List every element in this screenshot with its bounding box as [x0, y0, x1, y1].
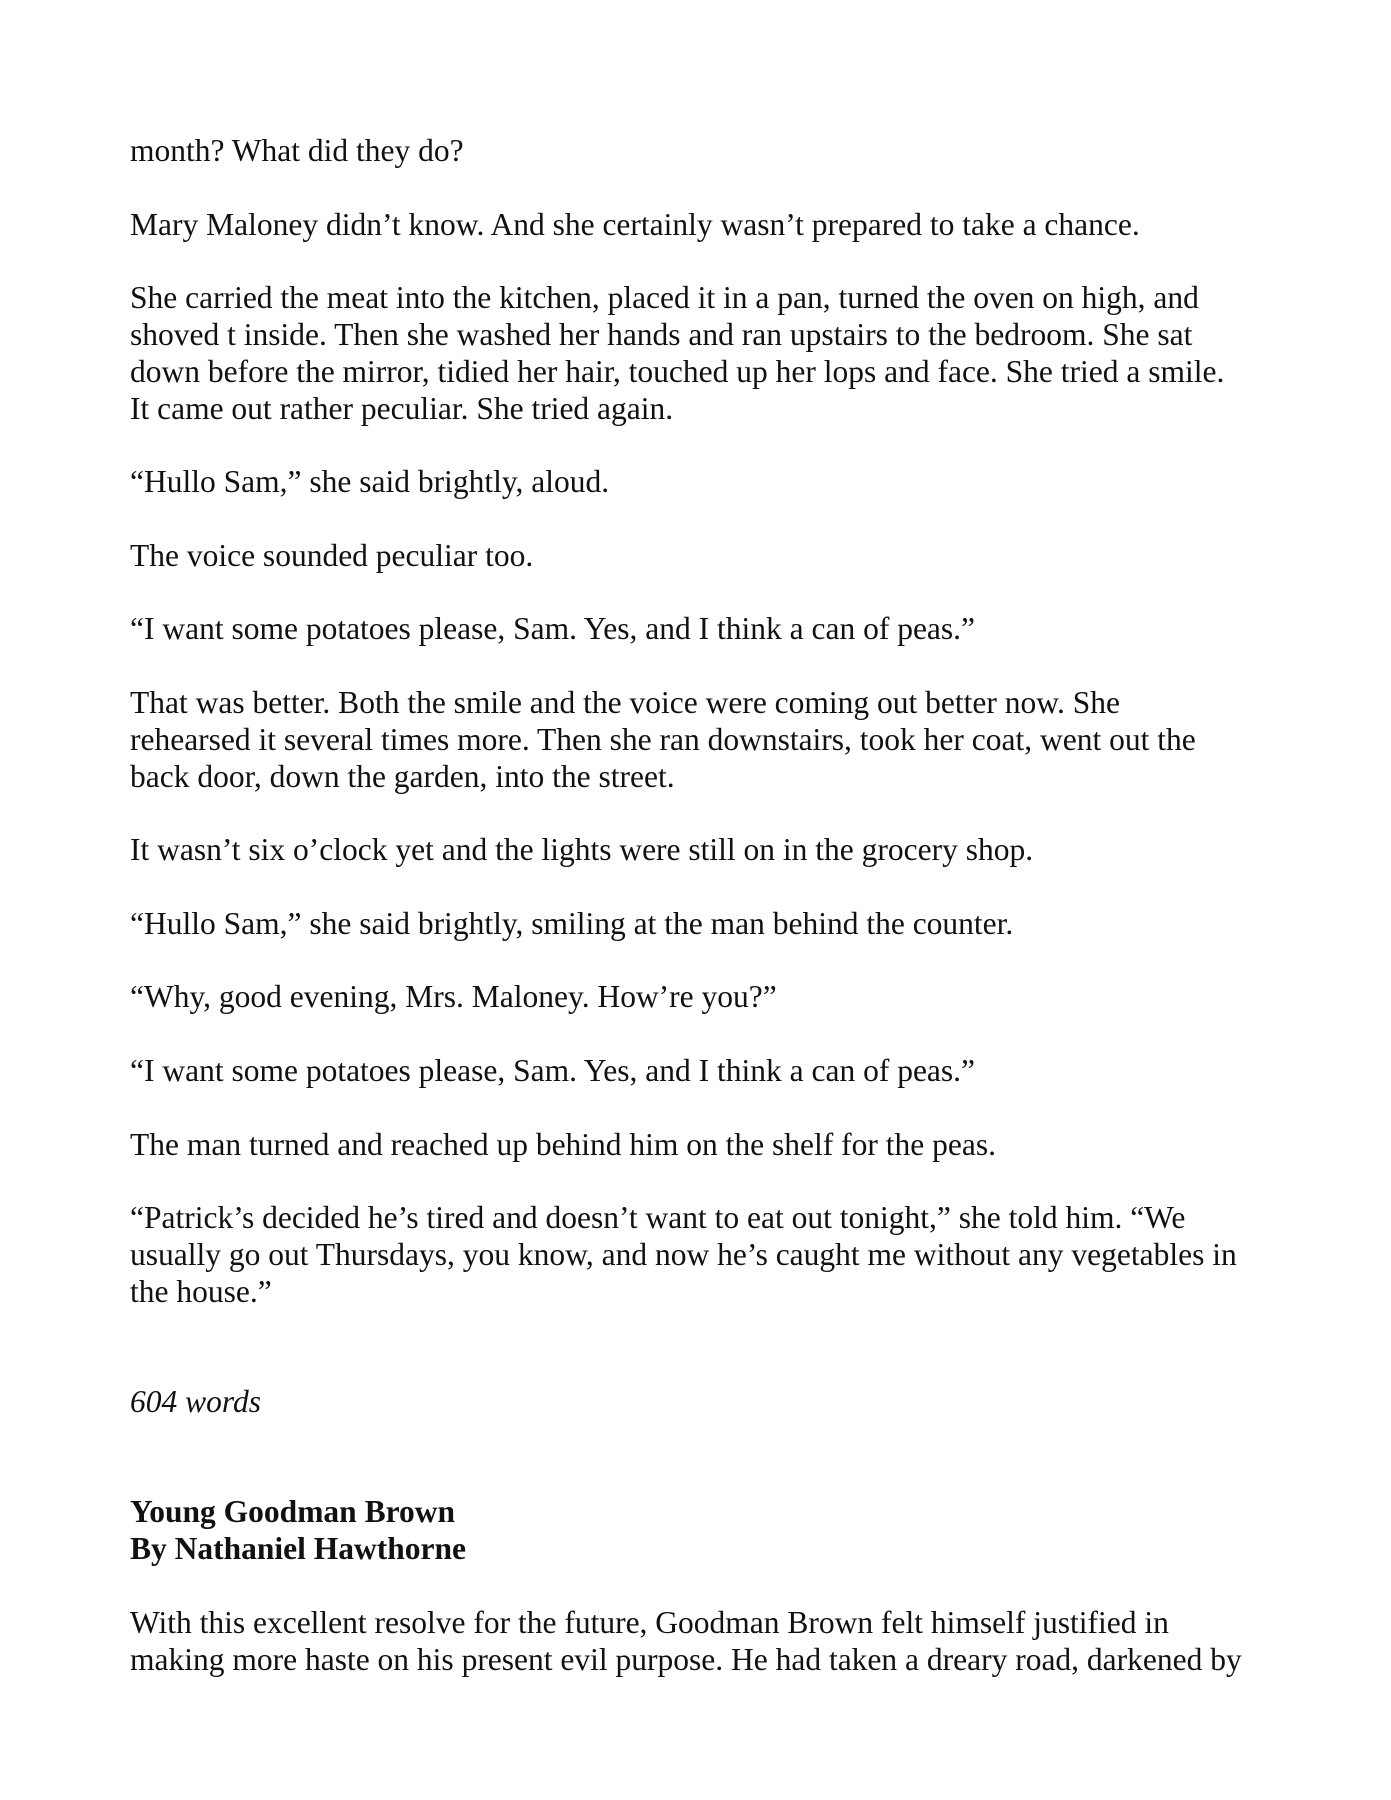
paragraph-line: It came out rather peculiar. She tried again. [130, 390, 674, 426]
paragraph-line: rehearsed it several times more. Then she ran downstairs, took her coat, went out the [130, 721, 1196, 757]
paragraph-line: back door, down the garden, into the street. [130, 758, 675, 794]
paragraph [130, 1127, 1280, 1164]
paragraph [130, 979, 1280, 1016]
paragraph [130, 906, 1280, 943]
paragraph-line: “Hullo Sam,” she said brightly, smiling at the man behind the counter. [130, 905, 1014, 941]
paragraph [130, 464, 1280, 501]
paragraph [130, 1200, 1280, 1310]
paragraph-line: With this excellent resolve for the future, Goodman Brown felt himself justified in [130, 1604, 1169, 1640]
paragraph-line: She carried the meat into the kitchen, placed it in a pan, turned the oven on high, and [130, 280, 1199, 316]
paragraph-line: It wasn’t six o’clock yet and the lights were still on in the grocery shop. [130, 832, 1034, 868]
story-author: By Nathaniel Hawthorne [130, 1531, 467, 1567]
paragraph-line: “Why, good evening, Mrs. Maloney. How’re you?” [130, 979, 777, 1015]
paragraph-line: making more haste on his present evil purpose. He had taken a dreary road, darkened by [130, 1641, 1242, 1677]
paragraph-line: The voice sounded peculiar too. [130, 537, 534, 573]
paragraph-line: usually go out Thursdays, you know, and now he’s caught me without any vegetables in [130, 1236, 1237, 1272]
paragraph-line: That was better. Both the smile and the voice were coming out better now. She [130, 684, 1120, 720]
paragraph [130, 1605, 1280, 1679]
paragraph [130, 133, 1280, 170]
paragraph-line: “Hullo Sam,” she said brightly, aloud. [130, 464, 610, 500]
paragraph [130, 685, 1280, 795]
document-page [130, 133, 1280, 1715]
paragraph-line: “I want some potatoes please, Sam. Yes, and I think a can of peas.” [130, 611, 976, 647]
story-heading [130, 1494, 1280, 1568]
story-title: Young Goodman Brown [130, 1494, 456, 1530]
paragraph-line: The man turned and reached up behind him on the shelf for the peas. [130, 1126, 996, 1162]
paragraph-line: Mary Maloney didn’t know. And she certainly wasn’t prepared to take a chance. [130, 206, 1140, 242]
paragraph-line: the house.” [130, 1273, 272, 1309]
story-body [130, 133, 1280, 1311]
paragraph [130, 611, 1280, 648]
paragraph [130, 1053, 1280, 1090]
paragraph-line: “I want some potatoes please, Sam. Yes, and I think a can of peas.” [130, 1052, 976, 1088]
paragraph-line: “Patrick’s decided he’s tired and doesn’t want to eat out tonight,” she told him. “We [130, 1200, 1186, 1236]
paragraph [130, 538, 1280, 575]
paragraph [130, 832, 1280, 869]
paragraph-line: shoved t inside. Then she washed her hands and ran upstairs to the bedroom. She sat [130, 316, 1193, 352]
paragraph [130, 207, 1280, 244]
paragraph-line: month? What did they do? [130, 133, 464, 168]
word-count: 604 words [130, 1384, 261, 1420]
paragraph-line: down before the mirror, tidied her hair, touched up her lops and face. She tried a smile. [130, 353, 1225, 389]
paragraph [130, 280, 1280, 427]
